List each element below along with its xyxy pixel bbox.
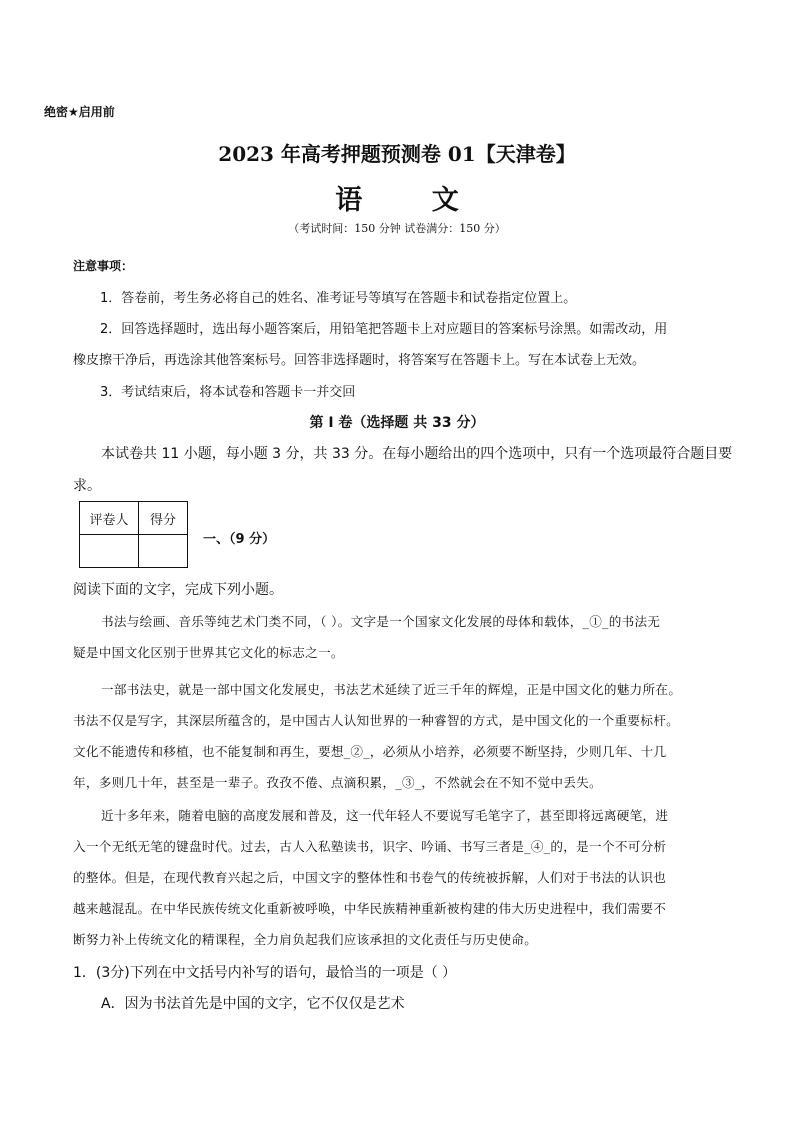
section-label: 一、（9 分） <box>203 532 276 547</box>
passage-line: 书法与绘画、音乐等纯艺术门类不同，（ ）。文字是一个国家文化发展的母体和载体，_①_的书法无 <box>101 614 661 629</box>
part-title: 第 I 卷（选择题 共 33 分） <box>309 415 485 431</box>
part-intro-cont: 求。 <box>73 478 101 494</box>
passage-line: 近十多年来，随着电脑的高度发展和普及，这一代年轻人不要说写毛笔字了，甚至即将远离硬笔，进 <box>101 808 669 823</box>
passage-line: 的整体。但是，在现代教育兴起之后，中国文字的整体性和书卷气的传统被拆解，人们对于书法的认识也 <box>73 870 667 885</box>
notice-item-2: 2．回答选择题时，选出每小题答案后，用铅笔把答题卡上对应题目的答案标号涂黑。如需改动，用 <box>100 322 668 337</box>
passage-line: 文化不能遗传和移植，也不能复制和再生，要想_②_，必须从小培养，必须要不断坚持，少则几年、十几 <box>73 744 667 759</box>
passage-line: 一部书法史，就是一部中国文化发展史，书法艺术延续了近三千年的辉煌，正是中国文化的魅力所在。 <box>101 682 682 697</box>
subject-title: 语 文 <box>335 185 489 216</box>
part-intro: 本试卷共 11 小题，每小题 3 分，共 33 分。在每小题给出的四个选项中，只有一个选项最符合题目要 <box>101 446 733 462</box>
score-cell[interactable] <box>139 535 188 568</box>
reading-instruction: 阅读下面的文字，完成下列小题。 <box>73 582 283 598</box>
notice-item-2-cont: 橡皮擦干净后，再选涂其他答案标号。回答非选择题时，将答案写在答题卡上。写在本试卷上无效。 <box>73 353 646 368</box>
notice-item-3: 3．考试结束后，将本试卷和答题卡一并交回 <box>100 385 356 400</box>
notice-item-1: 1．答卷前，考生务必将自己的姓名、准考证号等填写在答题卡和试卷指定位置上。 <box>100 291 577 306</box>
grader-header: 评卷人 <box>80 502 139 535</box>
passage-line: 疑是中国文化区别于世界其它文化的标志之一。 <box>73 645 344 660</box>
passage-line: 入一个无纸无笔的键盘时代。过去，古人入私塾读书，识字、吟诵、书写三者是_④_的，是一个不可分析 <box>73 839 667 854</box>
grader-table <box>79 501 188 568</box>
grader-cell[interactable] <box>80 535 139 568</box>
confidential-label: 绝密★启用前 <box>44 105 115 119</box>
exam-info: （考试时间：150 分钟 试卷满分：150 分） <box>288 222 506 235</box>
passage-line: 越来越混乱。在中华民族传统文化重新被呼唤，中华民族精神重新被构建的伟大历史进程中，我们需要不 <box>73 901 667 916</box>
passage-line: 断努力补上传统文化的精课程，全力肩负起我们应该承担的文化责任与历史使命。 <box>73 932 538 947</box>
passage-line: 年，多则几十年，甚至是一辈子。孜孜不倦、点滴积累，_③_，不然就会在不知不觉中丢失。 <box>73 775 602 790</box>
notice-title: 注意事项： <box>73 259 134 273</box>
question-1-option-a[interactable]: A．因为书法首先是中国的文字，它不仅仅是艺术 <box>101 996 405 1012</box>
score-header: 得分 <box>139 502 188 535</box>
exam-title: 2023 年高考押题预测卷 01【天津卷】 <box>218 142 576 166</box>
passage-line: 书法不仅是写字，其深层所蕴含的，是中国古人认知世界的一种睿智的方式，是中国文化的一个重要标杆。 <box>73 713 680 728</box>
question-1-stem: 1．(3分)下列在中文括号内补写的语句，最恰当的一项是（ ） <box>73 965 457 981</box>
